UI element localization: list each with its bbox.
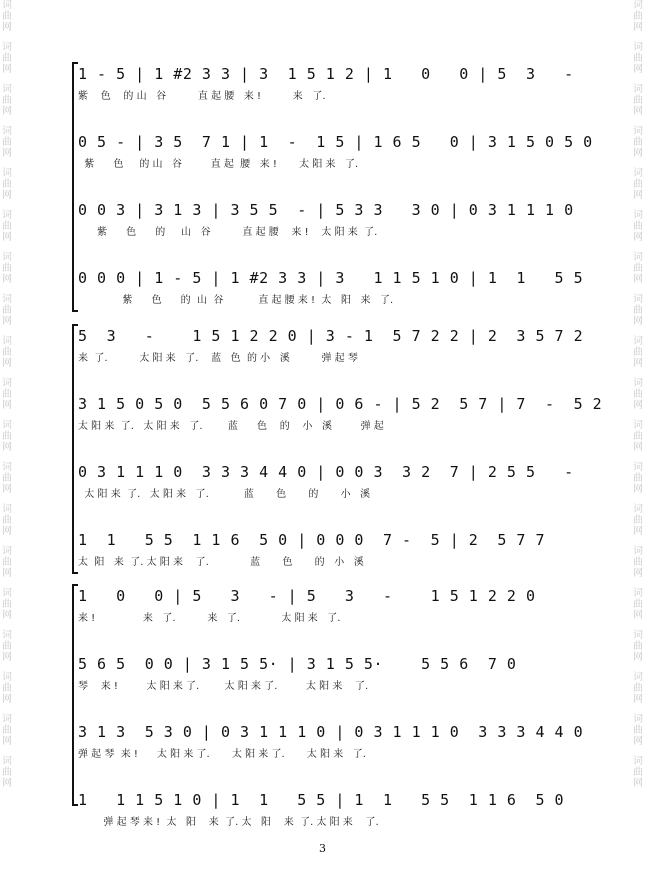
watermark-text: 词曲网 (633, 630, 643, 663)
watermark-text: 词曲网 (633, 546, 643, 579)
lyrics-line: 紫 色 的 山 谷 直 起 腰 来 ! 太 阳 来 了. (78, 159, 359, 170)
watermark-text: 词曲网 (2, 336, 12, 369)
lyrics-line: 弹 起 琴 来 ! 太 阳 来 了. 太 阳 来 了. 太 阳 来 了. (78, 817, 379, 828)
lyrics-line: 琴 来 ! 太 阳 来 了. 太 阳 来 了. 太 阳 来 了. (78, 681, 369, 692)
watermark-column-left (0, 0, 14, 891)
watermark-text: 词曲网 (2, 504, 12, 537)
staff-part-3 (78, 716, 584, 784)
notation-line: 0 0 0 | 1 - 5 | 1 #2 3 3 | 3 1 1 5 1 0 | 1 1 5 5 (78, 269, 584, 287)
watermark-text: 词曲网 (633, 462, 643, 495)
notation-line: 1 1 5 5 1 1 6 5 0 | 0 0 0 7 - 5 | 2 5 7 7 (78, 531, 546, 549)
watermark-text: 词曲网 (633, 336, 643, 369)
watermark-text: 词曲网 (2, 588, 12, 621)
staff-part-2 (78, 126, 593, 194)
notation-line: 1 0 0 | 5 3 - | 5 3 - 1 5 1 2 2 0 (78, 587, 536, 605)
watermark-text: 词曲网 (2, 462, 12, 495)
watermark-text: 词曲网 (633, 504, 643, 537)
staff-part-2 (78, 388, 603, 456)
watermark-text: 词曲网 (2, 294, 12, 327)
watermark-text: 词曲网 (633, 420, 643, 453)
watermark-text: 词曲网 (2, 84, 12, 117)
watermark-text: 词曲网 (633, 756, 643, 789)
watermark-text: 词曲网 (633, 714, 643, 747)
staff-part-1 (78, 320, 584, 388)
lyrics-line: 紫 色 的 山 谷 直 起 腰 来 ! 来 了. (78, 91, 326, 102)
staff-part-1 (78, 580, 568, 648)
score-system-3 (78, 580, 584, 852)
page-number: 3 (319, 842, 326, 855)
watermark-column-right (631, 0, 645, 891)
watermark-text: 词曲网 (633, 588, 643, 621)
notation-line: 5 3 - 1 5 1 2 2 0 | 3 - 1 5 7 2 2 | 2 3 5 7 2 (78, 327, 584, 345)
notation-line: 3 1 3 5 3 0 | 0 3 1 1 1 0 | 0 3 1 1 1 0 3 3 3 4 4 0 (78, 723, 584, 741)
lyrics-line: 弹 起 琴 来 ! 太 阳 来 了. 太 阳 来 了. 太 阳 来 了. (78, 749, 366, 760)
score-system-2 (78, 320, 603, 592)
watermark-text: 词曲网 (2, 168, 12, 201)
staff-part-3 (78, 194, 574, 262)
notation-line: 0 5 - | 3 5 7 1 | 1 - 1 5 | 1 6 5 0 | 3 1 5 0 5 0 (78, 133, 593, 151)
watermark-text: 词曲网 (2, 420, 12, 453)
watermark-text: 词曲网 (633, 168, 643, 201)
watermark-text: 词曲网 (633, 126, 643, 159)
lyrics-line: 紫 色 的 山 谷 直 起 腰 来 ! 太 阳 来 了. (78, 227, 378, 238)
watermark-text: 词曲网 (2, 714, 12, 747)
notation-line: 3 1 5 0 5 0 5 5 6 0 7 0 | 0 6 - | 5 2 5 7 | 7 - 5 2 (78, 395, 603, 413)
watermark-text: 词曲网 (633, 294, 643, 327)
watermark-text: 词曲网 (633, 42, 643, 75)
notation-line: 1 1 1 5 1 0 | 1 1 5 5 | 1 1 5 5 1 1 6 5 0 (78, 791, 565, 809)
watermark-text: 词曲网 (633, 378, 643, 411)
watermark-text: 词曲网 (633, 672, 643, 705)
notation-line: 0 3 1 1 1 0 3 3 3 4 4 0 | 0 0 3 3 2 7 | 2 5 5 - (78, 463, 574, 481)
watermark-text: 词曲网 (2, 546, 12, 579)
lyrics-line: 太 阳 来 了. 太 阳 来 了. 蓝 色 的 小 溪 弹 起 (78, 421, 384, 432)
watermark-text: 词曲网 (2, 756, 12, 789)
staff-part-2 (78, 648, 568, 716)
watermark-text: 词曲网 (2, 0, 12, 33)
watermark-text: 词曲网 (633, 84, 643, 117)
watermark-text: 词曲网 (633, 0, 643, 33)
staff-part-3 (78, 456, 574, 524)
watermark-text: 词曲网 (2, 378, 12, 411)
watermark-text: 词曲网 (2, 672, 12, 705)
watermark-text: 词曲网 (2, 630, 12, 663)
notation-line: 5 6 5 0 0 | 3 1 5 5· | 3 1 5 5· 5 5 6 7 0 (78, 655, 517, 673)
watermark-text: 词曲网 (2, 252, 12, 285)
lyrics-line: 来 了. 太 阳 来 了. 蓝 色 的 小 溪 弹 起 琴 (78, 353, 358, 364)
lyrics-line: 来 ! 来 了. 来 了. 太 阳 来 了. (78, 613, 341, 624)
notation-line: 0 0 3 | 3 1 3 | 3 5 5 - | 5 3 3 3 0 | 0 3 1 1 1 0 (78, 201, 574, 219)
score-system-1 (78, 58, 593, 330)
notation-line: 1 - 5 | 1 #2 3 3 | 3 1 5 1 2 | 1 0 0 | 5 3 - (78, 65, 574, 83)
lyrics-line: 紫 色 的 山 谷 直 起 腰 来 ! 太 阳 来 了. (78, 295, 394, 306)
staff-part-1 (78, 58, 574, 126)
watermark-text: 词曲网 (2, 210, 12, 243)
watermark-text: 词曲网 (2, 126, 12, 159)
watermark-text: 词曲网 (633, 252, 643, 285)
watermark-text: 词曲网 (2, 42, 12, 75)
lyrics-line: 太 阳 来 了. 太 阳 来 了. 蓝 色 的 小 溪 (78, 489, 371, 500)
lyrics-line: 太 阳 来 了. 太 阳 来 了. 蓝 色 的 小 溪 (78, 557, 364, 568)
watermark-text: 词曲网 (633, 210, 643, 243)
